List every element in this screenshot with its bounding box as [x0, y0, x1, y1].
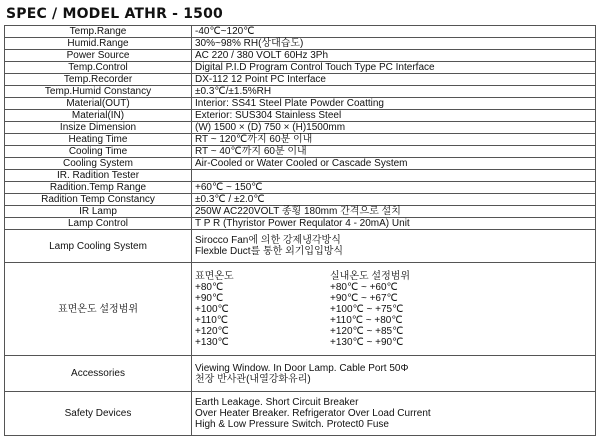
spec-label: Temp.Humid Constancy — [5, 86, 192, 98]
spec-value: -40℃~120℃ — [192, 26, 596, 38]
spec-table — [4, 25, 596, 436]
spec-label: Humid.Range — [5, 38, 192, 50]
table-row — [5, 230, 596, 263]
table-row — [5, 50, 596, 62]
accessories-value — [192, 356, 596, 392]
accessories-line: Viewing Window. In Door Lamp. Cable Port 50Φ — [195, 362, 409, 374]
spec-rows — [5, 26, 596, 230]
table-row — [5, 86, 596, 98]
spec-label: Cooling System — [5, 158, 192, 170]
surface-temp-cell: +110℃ — [195, 314, 229, 326]
table-row — [5, 206, 596, 218]
table-row — [5, 356, 596, 392]
spec-value: AC 220 / 380 VOLT 60Hz 3Ph — [192, 50, 596, 62]
room-temp-cell: +130℃ ~ +90℃ — [330, 336, 404, 348]
table-row — [5, 158, 596, 170]
spec-label: Lamp Control — [5, 218, 192, 230]
surface-temp-value — [192, 263, 596, 356]
spec-label: IR Lamp — [5, 206, 192, 218]
table-row — [5, 170, 596, 182]
multi-rows — [5, 230, 596, 436]
table-row — [5, 392, 596, 436]
spec-value: DX-112 12 Point PC Interface — [192, 74, 596, 86]
safety-devices-label: Safety Devices — [5, 392, 192, 436]
spec-value: RT ~ 40℃까지 60분 이내 — [192, 146, 596, 158]
safety-devices-value — [192, 392, 596, 436]
table-row — [5, 62, 596, 74]
surface-temp-cell: +80℃ — [195, 281, 224, 293]
spec-value — [192, 170, 596, 182]
spec-label: Temp.Control — [5, 62, 192, 74]
surface-temp-header: 표면온도 — [195, 270, 234, 282]
room-temp-header: 실내온도 설정범위 — [330, 270, 411, 282]
table-row — [5, 146, 596, 158]
lamp-cooling-line: Flexble Duct를 통한 외기입입방식 — [195, 246, 344, 257]
table-row — [5, 110, 596, 122]
surface-temp-label: 표면온도 설정범위 — [5, 263, 192, 356]
table-row — [5, 74, 596, 86]
lamp-cooling-label: Lamp Cooling System — [5, 230, 192, 263]
spec-value: (W) 1500 × (D) 750 × (H)1500mm — [192, 122, 596, 134]
lamp-cooling-value — [192, 230, 596, 263]
spec-value: +60℃ ~ 150℃ — [192, 182, 596, 194]
safety-devices-line: High & Low Pressure Switch. Protect0 Fuse — [195, 419, 389, 430]
spec-label: IR. Radition Tester — [5, 170, 192, 182]
lamp-cooling-line: Sirocco Fan에 의한 강제냉각방식 — [195, 235, 341, 246]
page-title: SPEC / MODEL ATHR - 1500 — [6, 6, 223, 22]
table-row — [5, 98, 596, 110]
spec-label: Insize Dimension — [5, 122, 192, 134]
accessories-label: Accessories — [5, 356, 192, 392]
surface-temp-cell: +130℃ — [195, 336, 229, 348]
spec-value: Digital P.I.D Program Control Touch Type PC Interface — [192, 62, 596, 74]
spec-value: 30%~98% RH(상대습도) — [192, 38, 596, 50]
room-temp-cell: +80℃ ~ +60℃ — [330, 281, 398, 293]
surface-temp-cell: +100℃ — [195, 303, 229, 315]
spec-value: Interior: SS41 Steel Plate Powder Coatting — [192, 98, 596, 110]
spec-label: Power Source — [5, 50, 192, 62]
spec-value: ±0.3℃ / ±2.0℃ — [192, 194, 596, 206]
spec-value: ±0.3℃/±1.5%RH — [192, 86, 596, 98]
spec-value: Exterior: SUS304 Stainless Steel — [192, 110, 596, 122]
spec-label: Material(IN) — [5, 110, 192, 122]
spec-value: RT ~ 120℃까지 60분 이내 — [192, 134, 596, 146]
room-temp-cell: +90℃ ~ +67℃ — [330, 292, 398, 304]
surface-temp-table — [195, 271, 592, 348]
surface-temp-cell: +90℃ — [195, 292, 224, 304]
spec-label: Temp.Recorder — [5, 74, 192, 86]
spec-label: Heating Time — [5, 134, 192, 146]
table-row — [5, 122, 596, 134]
room-temp-cell: +110℃ ~ +80℃ — [330, 314, 403, 326]
table-row — [5, 134, 596, 146]
table-row — [5, 263, 596, 356]
safety-devices-line: Over Heater Breaker. Refrigerator Over Load Current — [195, 408, 431, 419]
room-temp-cell: +100℃ ~ +75℃ — [330, 303, 404, 315]
table-row — [5, 194, 596, 206]
table-row — [5, 182, 596, 194]
spec-label: Temp.Range — [5, 26, 192, 38]
spec-label: Material(OUT) — [5, 98, 192, 110]
safety-devices-line: Earth Leakage. Short Circuit Breaker — [195, 397, 359, 408]
table-row — [5, 218, 596, 230]
spec-label: Radition Temp Constancy — [5, 194, 192, 206]
table-row — [5, 38, 596, 50]
surface-temp-cell: +120℃ — [195, 325, 229, 337]
spec-value: 250W AC220VOLT 종횡 180mm 간격으로 설치 — [192, 206, 596, 218]
spec-value: T P R (Thyristor Power Requlator 4 - 20mA) Unit — [192, 218, 596, 230]
spec-label: Radition.Temp Range — [5, 182, 192, 194]
spec-value: Air-Cooled or Water Cooled or Cascade System — [192, 158, 596, 170]
table-row — [5, 26, 596, 38]
spec-label: Cooling Time — [5, 146, 192, 158]
accessories-line: 천장 반사관(내열강화유리) — [195, 373, 311, 385]
room-temp-cell: +120℃ ~ +85℃ — [330, 325, 404, 337]
